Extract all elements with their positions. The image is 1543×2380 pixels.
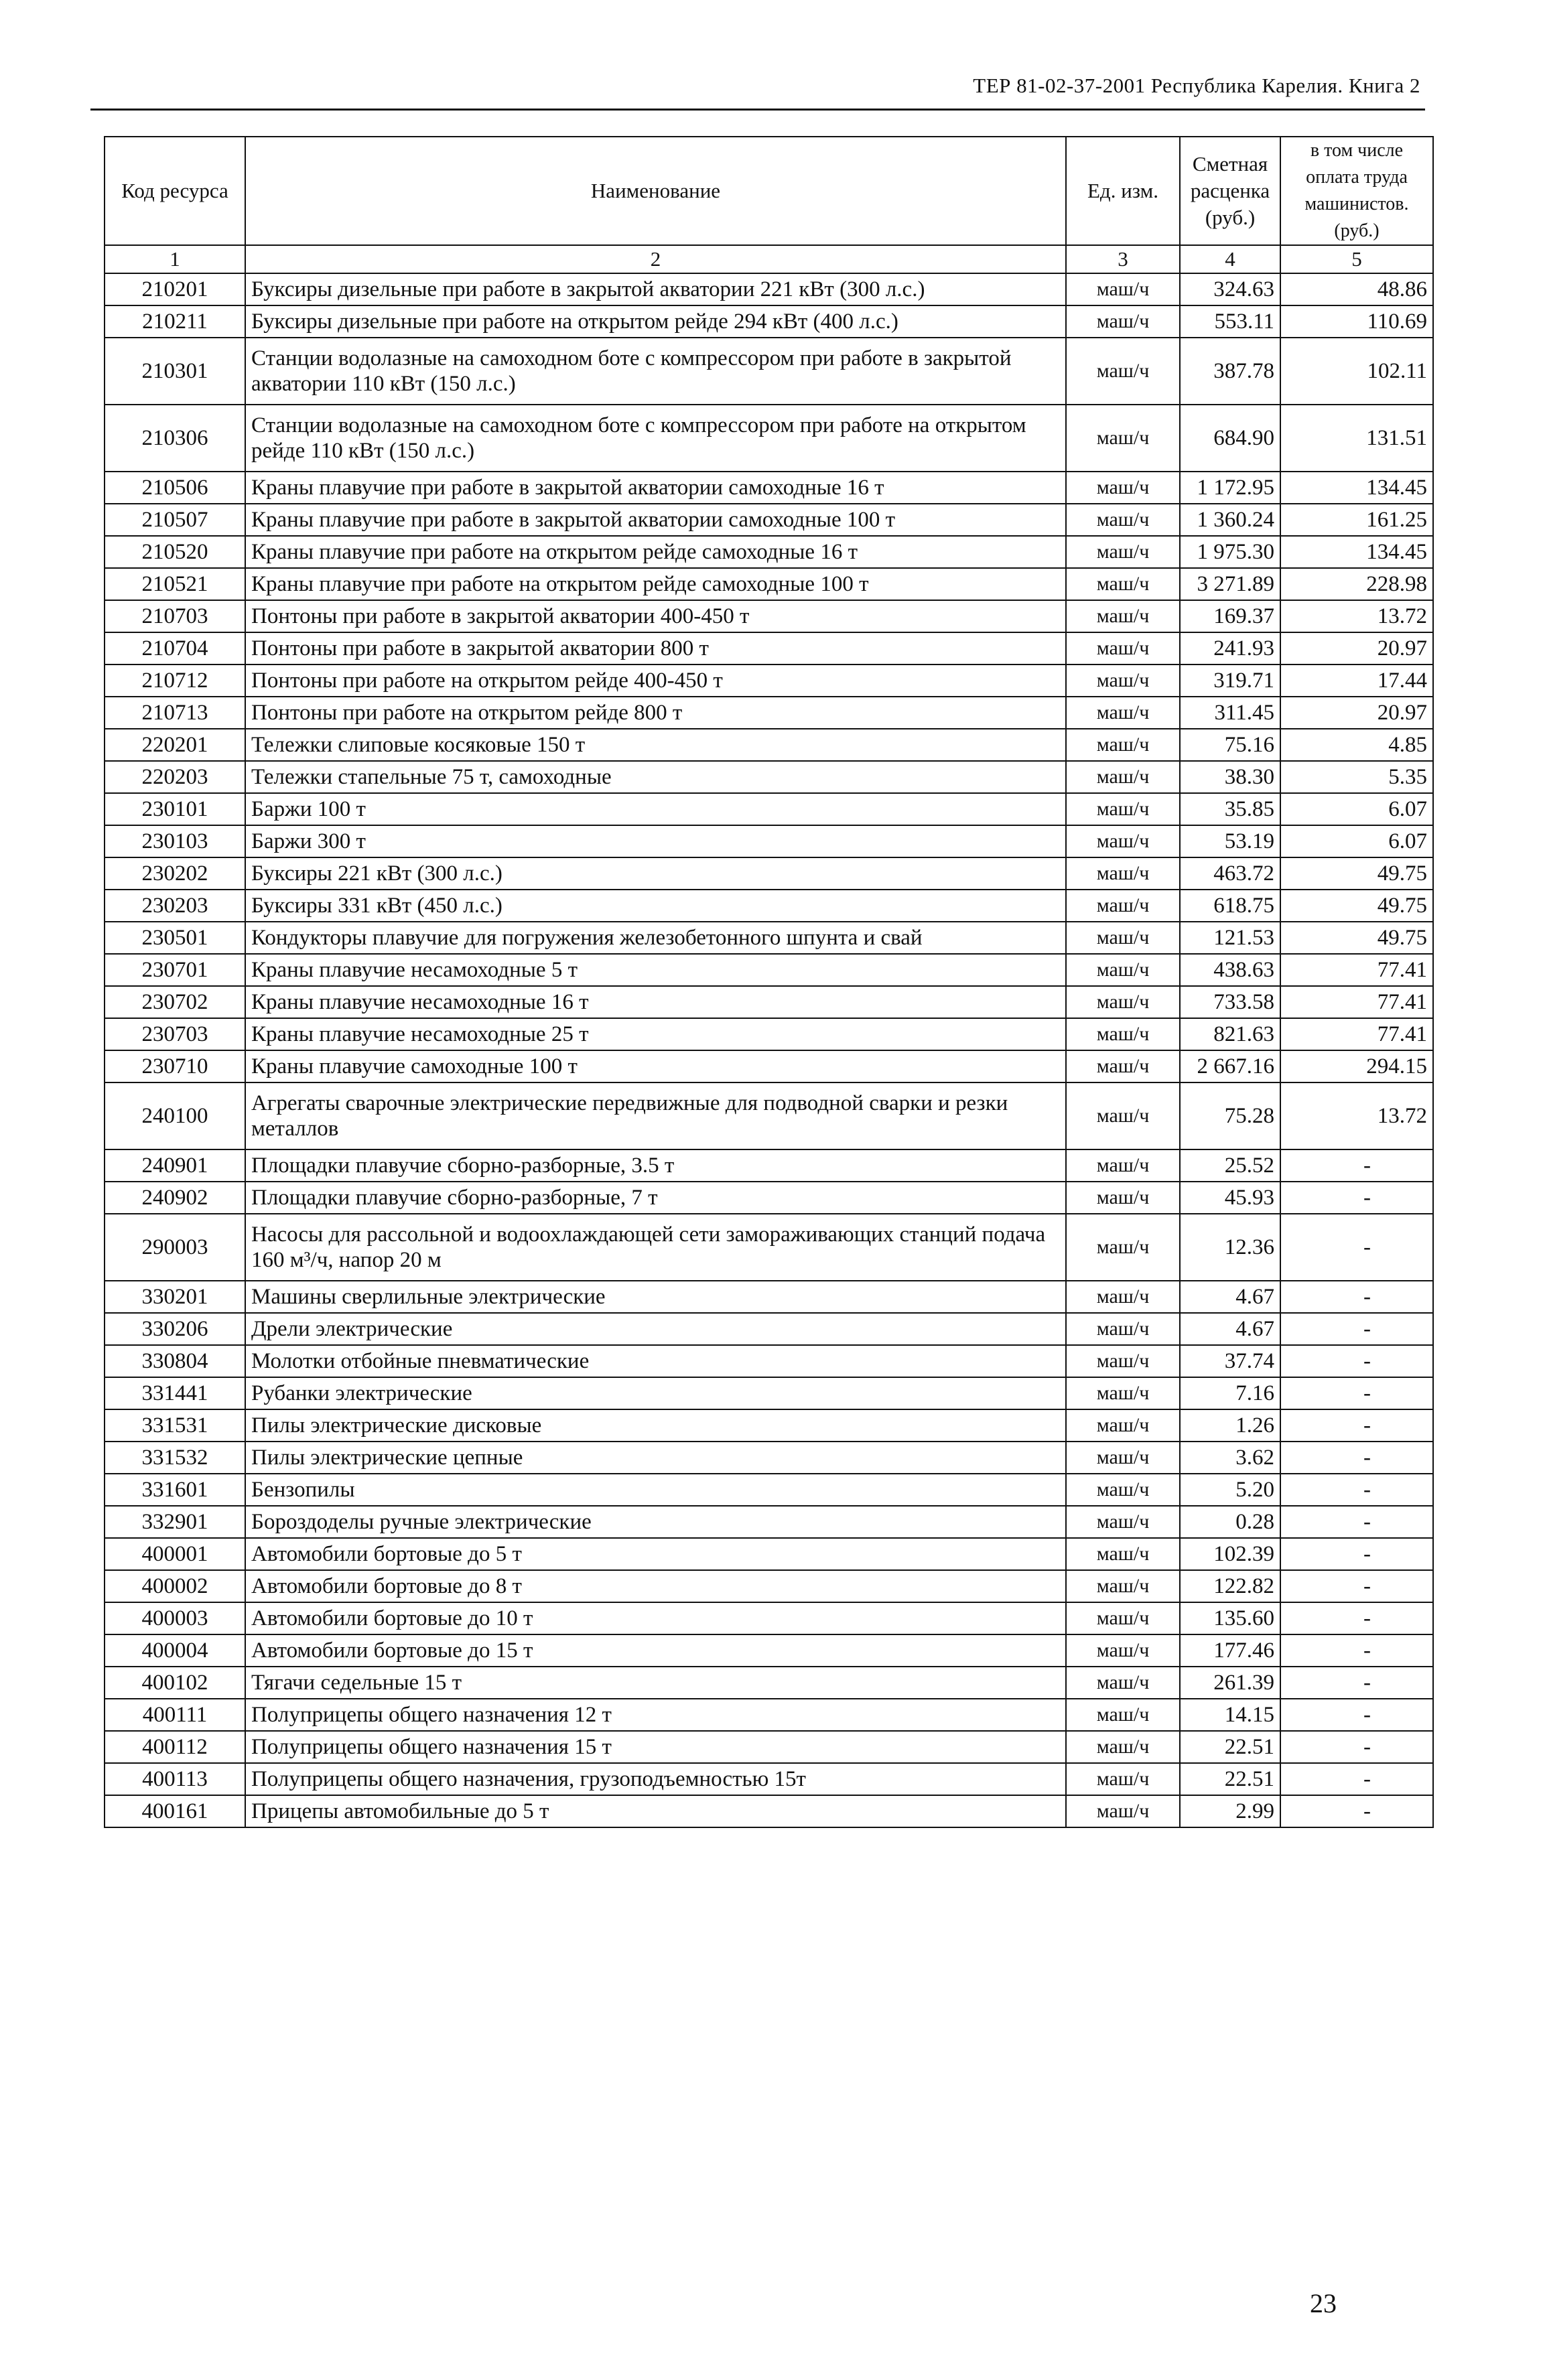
table-row (105, 405, 1433, 472)
resource-price: 4.67 (1180, 1281, 1280, 1313)
resource-name: Краны плавучие при работе на открытом рейде самоходные 16 т (245, 536, 1066, 568)
column-header-price: Сметная расценка (руб.) (1180, 137, 1280, 245)
table-row (105, 761, 1433, 793)
column-header-unit: Ед. изм. (1066, 137, 1180, 245)
resource-wage: - (1280, 1667, 1433, 1699)
table-row (105, 1474, 1433, 1506)
resource-name: Машины сверлильные электрические (245, 1281, 1066, 1313)
table-row (105, 1149, 1433, 1182)
resource-code: 400004 (105, 1634, 245, 1667)
resource-wage: - (1280, 1214, 1433, 1281)
resource-price: 14.15 (1180, 1699, 1280, 1731)
resource-wage: - (1280, 1795, 1433, 1827)
table-row (105, 1602, 1433, 1634)
resource-name: Понтоны при работе в закрытой акватории 400-450 т (245, 600, 1066, 632)
resource-wage: 4.85 (1280, 729, 1433, 761)
resource-name: Краны плавучие при работе на открытом рейде самоходные 100 т (245, 568, 1066, 600)
resource-code: 400112 (105, 1731, 245, 1763)
resource-wage: 49.75 (1280, 857, 1433, 890)
resource-wage: - (1280, 1281, 1433, 1313)
resource-unit: маш/ч (1066, 1538, 1180, 1570)
resource-unit: маш/ч (1066, 305, 1180, 338)
running-title: ТЕР 81-02-37-2001 Республика Карелия. Книга 2 (973, 74, 1420, 97)
resource-wage: 161.25 (1280, 504, 1433, 536)
resource-name: Краны плавучие несамоходные 5 т (245, 954, 1066, 986)
resource-price: 319.71 (1180, 664, 1280, 697)
resource-unit: маш/ч (1066, 1731, 1180, 1763)
resource-code: 220201 (105, 729, 245, 761)
resource-name: Полуприцепы общего назначения 12 т (245, 1699, 1066, 1731)
resource-unit: маш/ч (1066, 890, 1180, 922)
resource-code: 210712 (105, 664, 245, 697)
resource-wage: - (1280, 1442, 1433, 1474)
resource-name: Пилы электрические дисковые (245, 1409, 1066, 1442)
resource-price: 733.58 (1180, 986, 1280, 1018)
resource-unit: маш/ч (1066, 761, 1180, 793)
resource-price: 75.16 (1180, 729, 1280, 761)
resource-name: Насосы для рассольной и водоохлаждающей сети замораживающих станций подача 160 м³/ч, напор 20 м (245, 1214, 1066, 1281)
resource-code: 210703 (105, 600, 245, 632)
resource-code: 210506 (105, 472, 245, 504)
resource-unit: маш/ч (1066, 536, 1180, 568)
resource-code: 400102 (105, 1667, 245, 1699)
table-row (105, 600, 1433, 632)
resource-wage: 134.45 (1280, 536, 1433, 568)
resource-name: Полуприцепы общего назначения, грузоподъемностью 15т (245, 1763, 1066, 1795)
resource-name: Краны плавучие при работе в закрытой акватории самоходные 16 т (245, 472, 1066, 504)
resource-price: 22.51 (1180, 1763, 1280, 1795)
resource-price: 45.93 (1180, 1182, 1280, 1214)
table-body (105, 273, 1433, 1827)
table-header-row (105, 137, 1433, 245)
resource-unit: маш/ч (1066, 793, 1180, 825)
resource-price: 618.75 (1180, 890, 1280, 922)
resource-code: 230203 (105, 890, 245, 922)
resource-wage: 17.44 (1280, 664, 1433, 697)
resource-unit: маш/ч (1066, 568, 1180, 600)
resource-price: 37.74 (1180, 1345, 1280, 1377)
resource-unit: маш/ч (1066, 1699, 1180, 1731)
resource-name: Агрегаты сварочные электрические передвижные для подводной сварки и резки металлов (245, 1082, 1066, 1149)
resource-code: 332901 (105, 1506, 245, 1538)
resource-code: 400111 (105, 1699, 245, 1731)
table-row (105, 1442, 1433, 1474)
resource-name: Автомобили бортовые до 10 т (245, 1602, 1066, 1634)
table-row (105, 632, 1433, 664)
resource-wage: - (1280, 1570, 1433, 1602)
resource-price: 2 667.16 (1180, 1050, 1280, 1082)
resource-price: 12.36 (1180, 1214, 1280, 1281)
resource-price: 1.26 (1180, 1409, 1280, 1442)
resource-wage: 77.41 (1280, 954, 1433, 986)
resource-unit: маш/ч (1066, 697, 1180, 729)
resource-unit: маш/ч (1066, 1409, 1180, 1442)
resource-price: 261.39 (1180, 1667, 1280, 1699)
resource-code: 330201 (105, 1281, 245, 1313)
resource-name: Буксиры 331 кВт (450 л.с.) (245, 890, 1066, 922)
resource-price: 102.39 (1180, 1538, 1280, 1570)
resource-name: Буксиры дизельные при работе на открытом рейде 294 кВт (400 л.с.) (245, 305, 1066, 338)
resource-code: 210507 (105, 504, 245, 536)
resource-name: Бензопилы (245, 1474, 1066, 1506)
resource-unit: маш/ч (1066, 1182, 1180, 1214)
table-row (105, 1082, 1433, 1149)
resource-name: Молотки отбойные пневматические (245, 1345, 1066, 1377)
table-row (105, 1214, 1433, 1281)
resource-wage: - (1280, 1313, 1433, 1345)
resource-price: 1 172.95 (1180, 472, 1280, 504)
resource-unit: маш/ч (1066, 1795, 1180, 1827)
resource-name: Буксиры 221 кВт (300 л.с.) (245, 857, 1066, 890)
resource-wage: 134.45 (1280, 472, 1433, 504)
resource-price: 241.93 (1180, 632, 1280, 664)
resource-unit: маш/ч (1066, 1281, 1180, 1313)
resource-name: Автомобили бортовые до 8 т (245, 1570, 1066, 1602)
resource-name: Пилы электрические цепные (245, 1442, 1066, 1474)
resource-name: Полуприцепы общего назначения 15 т (245, 1731, 1066, 1763)
resource-name: Краны плавучие несамоходные 16 т (245, 986, 1066, 1018)
resource-price: 53.19 (1180, 825, 1280, 857)
resource-code: 331532 (105, 1442, 245, 1474)
resource-unit: маш/ч (1066, 600, 1180, 632)
resource-wage: - (1280, 1474, 1433, 1506)
resource-name: Автомобили бортовые до 15 т (245, 1634, 1066, 1667)
resource-name: Станции водолазные на самоходном боте с компрессором при работе на открытом рейде 110 кВт (150 л.с.) (245, 405, 1066, 472)
table-row (105, 1313, 1433, 1345)
table-row (105, 825, 1433, 857)
resource-price: 311.45 (1180, 697, 1280, 729)
resource-code: 230710 (105, 1050, 245, 1082)
resource-unit: маш/ч (1066, 1442, 1180, 1474)
resource-unit: маш/ч (1066, 1214, 1180, 1281)
resource-price: 4.67 (1180, 1313, 1280, 1345)
resource-wage: 102.11 (1280, 338, 1433, 405)
table-row (105, 729, 1433, 761)
resource-name: Понтоны при работе на открытом рейде 800 т (245, 697, 1066, 729)
resource-wage: 77.41 (1280, 1018, 1433, 1050)
resource-code: 331531 (105, 1409, 245, 1442)
resource-price: 684.90 (1180, 405, 1280, 472)
column-number: 2 (245, 245, 1066, 273)
resource-code: 210211 (105, 305, 245, 338)
resource-wage: - (1280, 1377, 1433, 1409)
resource-wage: 48.86 (1280, 273, 1433, 305)
resource-unit: маш/ч (1066, 729, 1180, 761)
table-row (105, 1409, 1433, 1442)
table-row (105, 1281, 1433, 1313)
resource-code: 210306 (105, 405, 245, 472)
resource-unit: маш/ч (1066, 1313, 1180, 1345)
resource-code: 210520 (105, 536, 245, 568)
resource-unit: маш/ч (1066, 1602, 1180, 1634)
resource-name: Краны плавучие при работе в закрытой акватории самоходные 100 т (245, 504, 1066, 536)
table-row (105, 986, 1433, 1018)
table-row (105, 1795, 1433, 1827)
resource-wage: 5.35 (1280, 761, 1433, 793)
resource-unit: маш/ч (1066, 922, 1180, 954)
resource-name: Автомобили бортовые до 5 т (245, 1538, 1066, 1570)
resource-price: 0.28 (1180, 1506, 1280, 1538)
resource-code: 400113 (105, 1763, 245, 1795)
table-row (105, 1506, 1433, 1538)
page-number: 23 (1310, 2288, 1337, 2318)
table-row (105, 1570, 1433, 1602)
resource-wage: - (1280, 1538, 1433, 1570)
resource-name: Рубанки электрические (245, 1377, 1066, 1409)
table-row (105, 1182, 1433, 1214)
table-row (105, 273, 1433, 305)
resource-code: 210713 (105, 697, 245, 729)
resource-wage: 13.72 (1280, 600, 1433, 632)
resource-wage: - (1280, 1506, 1433, 1538)
resource-price: 438.63 (1180, 954, 1280, 986)
resource-unit: маш/ч (1066, 1634, 1180, 1667)
table-row (105, 857, 1433, 890)
resource-unit: маш/ч (1066, 1570, 1180, 1602)
resource-unit: маш/ч (1066, 954, 1180, 986)
column-number-row (105, 245, 1433, 273)
resource-name: Станции водолазные на самоходном боте с компрессором при работе в закрытой акватории 110 кВт (150 л.с.) (245, 338, 1066, 405)
resource-unit: маш/ч (1066, 504, 1180, 536)
table-row (105, 472, 1433, 504)
resource-name: Бороздоделы ручные электрические (245, 1506, 1066, 1538)
table-row (105, 1699, 1433, 1731)
resource-unit: маш/ч (1066, 825, 1180, 857)
table-row (105, 1667, 1433, 1699)
resource-price: 35.85 (1180, 793, 1280, 825)
resource-wage: - (1280, 1731, 1433, 1763)
resource-price: 324.63 (1180, 273, 1280, 305)
resource-unit: маш/ч (1066, 1377, 1180, 1409)
resource-name: Площадки плавучие сборно-разборные, 3.5 т (245, 1149, 1066, 1182)
resource-price: 553.11 (1180, 305, 1280, 338)
resource-unit: маш/ч (1066, 1506, 1180, 1538)
resource-name: Понтоны при работе в закрытой акватории 800 т (245, 632, 1066, 664)
resource-wage: 20.97 (1280, 632, 1433, 664)
resource-wage: - (1280, 1699, 1433, 1731)
resource-name: Площадки плавучие сборно-разборные, 7 т (245, 1182, 1066, 1214)
resource-code: 400002 (105, 1570, 245, 1602)
table-row (105, 890, 1433, 922)
resource-price: 821.63 (1180, 1018, 1280, 1050)
resource-code: 330804 (105, 1345, 245, 1377)
resource-wage: - (1280, 1345, 1433, 1377)
resource-price: 177.46 (1180, 1634, 1280, 1667)
resource-unit: маш/ч (1066, 1345, 1180, 1377)
table-row (105, 1050, 1433, 1082)
resource-price-table (104, 136, 1434, 1828)
resource-unit: маш/ч (1066, 405, 1180, 472)
resource-code: 230101 (105, 793, 245, 825)
resource-wage: 131.51 (1280, 405, 1433, 472)
resource-price: 169.37 (1180, 600, 1280, 632)
resource-unit: маш/ч (1066, 1149, 1180, 1182)
resource-name: Тележки стапельные 75 т, самоходные (245, 761, 1066, 793)
resource-wage: - (1280, 1763, 1433, 1795)
resource-unit: маш/ч (1066, 338, 1180, 405)
resource-unit: маш/ч (1066, 1763, 1180, 1795)
table-row (105, 536, 1433, 568)
resource-unit: маш/ч (1066, 273, 1180, 305)
column-number: 3 (1066, 245, 1180, 273)
resource-wage: 49.75 (1280, 890, 1433, 922)
resource-code: 210201 (105, 273, 245, 305)
table-row (105, 338, 1433, 405)
resource-name: Баржи 300 т (245, 825, 1066, 857)
column-number: 4 (1180, 245, 1280, 273)
resource-wage: - (1280, 1182, 1433, 1214)
resource-price: 2.99 (1180, 1795, 1280, 1827)
resource-name: Кондукторы плавучие для погружения железобетонного шпунта и свай (245, 922, 1066, 954)
resource-unit: маш/ч (1066, 1474, 1180, 1506)
resource-code: 240100 (105, 1082, 245, 1149)
resource-unit: маш/ч (1066, 1082, 1180, 1149)
resource-code: 230501 (105, 922, 245, 954)
table-row (105, 504, 1433, 536)
resource-code: 210301 (105, 338, 245, 405)
column-number: 1 (105, 245, 245, 273)
table-row (105, 1377, 1433, 1409)
column-number: 5 (1280, 245, 1433, 273)
resource-unit: маш/ч (1066, 857, 1180, 890)
resource-price: 25.52 (1180, 1149, 1280, 1182)
resource-name: Краны плавучие самоходные 100 т (245, 1050, 1066, 1082)
resource-price: 38.30 (1180, 761, 1280, 793)
column-header-name: Наименование (245, 137, 1066, 245)
resource-price: 122.82 (1180, 1570, 1280, 1602)
resource-code: 400003 (105, 1602, 245, 1634)
resource-code: 220203 (105, 761, 245, 793)
resource-code: 230701 (105, 954, 245, 986)
resource-name: Дрели электрические (245, 1313, 1066, 1345)
table-row (105, 1538, 1433, 1570)
resource-price: 135.60 (1180, 1602, 1280, 1634)
resource-wage: 110.69 (1280, 305, 1433, 338)
table-row (105, 793, 1433, 825)
resource-unit: маш/ч (1066, 1050, 1180, 1082)
table-row (105, 1731, 1433, 1763)
resource-code: 230103 (105, 825, 245, 857)
resource-wage: 20.97 (1280, 697, 1433, 729)
resource-code: 400161 (105, 1795, 245, 1827)
table-row (105, 697, 1433, 729)
header-rule (90, 109, 1425, 111)
resource-price: 3.62 (1180, 1442, 1280, 1474)
resource-unit: маш/ч (1066, 986, 1180, 1018)
table-row (105, 1018, 1433, 1050)
resource-wage: 13.72 (1280, 1082, 1433, 1149)
resource-wage: - (1280, 1409, 1433, 1442)
resource-name: Понтоны при работе на открытом рейде 400-450 т (245, 664, 1066, 697)
resource-price: 75.28 (1180, 1082, 1280, 1149)
table-row (105, 922, 1433, 954)
resource-name: Прицепы автомобильные до 5 т (245, 1795, 1066, 1827)
resource-name: Тележки слиповые косяковые 150 т (245, 729, 1066, 761)
resource-wage: - (1280, 1634, 1433, 1667)
resource-unit: маш/ч (1066, 472, 1180, 504)
resource-price: 7.16 (1180, 1377, 1280, 1409)
resource-unit: маш/ч (1066, 1018, 1180, 1050)
resource-code: 240902 (105, 1182, 245, 1214)
resource-code: 210704 (105, 632, 245, 664)
resource-price: 3 271.89 (1180, 568, 1280, 600)
table-row (105, 954, 1433, 986)
column-header-wage: в том числе оплата труда машинистов. (руб.) (1280, 137, 1433, 245)
resource-price: 463.72 (1180, 857, 1280, 890)
resource-code: 230703 (105, 1018, 245, 1050)
resource-unit: маш/ч (1066, 664, 1180, 697)
resource-unit: маш/ч (1066, 632, 1180, 664)
resource-price: 1 975.30 (1180, 536, 1280, 568)
resource-code: 331601 (105, 1474, 245, 1506)
resource-price: 5.20 (1180, 1474, 1280, 1506)
resource-price: 121.53 (1180, 922, 1280, 954)
resource-name: Буксиры дизельные при работе в закрытой акватории 221 кВт (300 л.с.) (245, 273, 1066, 305)
resource-name: Баржи 100 т (245, 793, 1066, 825)
resource-code: 230202 (105, 857, 245, 890)
resource-wage: 294.15 (1280, 1050, 1433, 1082)
resource-unit: маш/ч (1066, 1667, 1180, 1699)
resource-code: 330206 (105, 1313, 245, 1345)
resource-code: 240901 (105, 1149, 245, 1182)
resource-name: Тягачи седельные 15 т (245, 1667, 1066, 1699)
column-header-code: Код ресурса (105, 137, 245, 245)
resource-wage: - (1280, 1602, 1433, 1634)
resource-name: Краны плавучие несамоходные 25 т (245, 1018, 1066, 1050)
resource-price: 1 360.24 (1180, 504, 1280, 536)
resource-code: 210521 (105, 568, 245, 600)
resource-wage: 77.41 (1280, 986, 1433, 1018)
resource-code: 400001 (105, 1538, 245, 1570)
table-row (105, 1763, 1433, 1795)
resource-price: 387.78 (1180, 338, 1280, 405)
resource-code: 331441 (105, 1377, 245, 1409)
resource-table-container (104, 136, 1432, 1828)
resource-wage: 6.07 (1280, 793, 1433, 825)
table-row (105, 568, 1433, 600)
resource-wage: 49.75 (1280, 922, 1433, 954)
resource-price: 22.51 (1180, 1731, 1280, 1763)
resource-wage: 228.98 (1280, 568, 1433, 600)
table-row (105, 664, 1433, 697)
resource-wage: - (1280, 1149, 1433, 1182)
resource-wage: 6.07 (1280, 825, 1433, 857)
table-row (105, 305, 1433, 338)
resource-code: 230702 (105, 986, 245, 1018)
table-row (105, 1634, 1433, 1667)
resource-code: 290003 (105, 1214, 245, 1281)
table-row (105, 1345, 1433, 1377)
